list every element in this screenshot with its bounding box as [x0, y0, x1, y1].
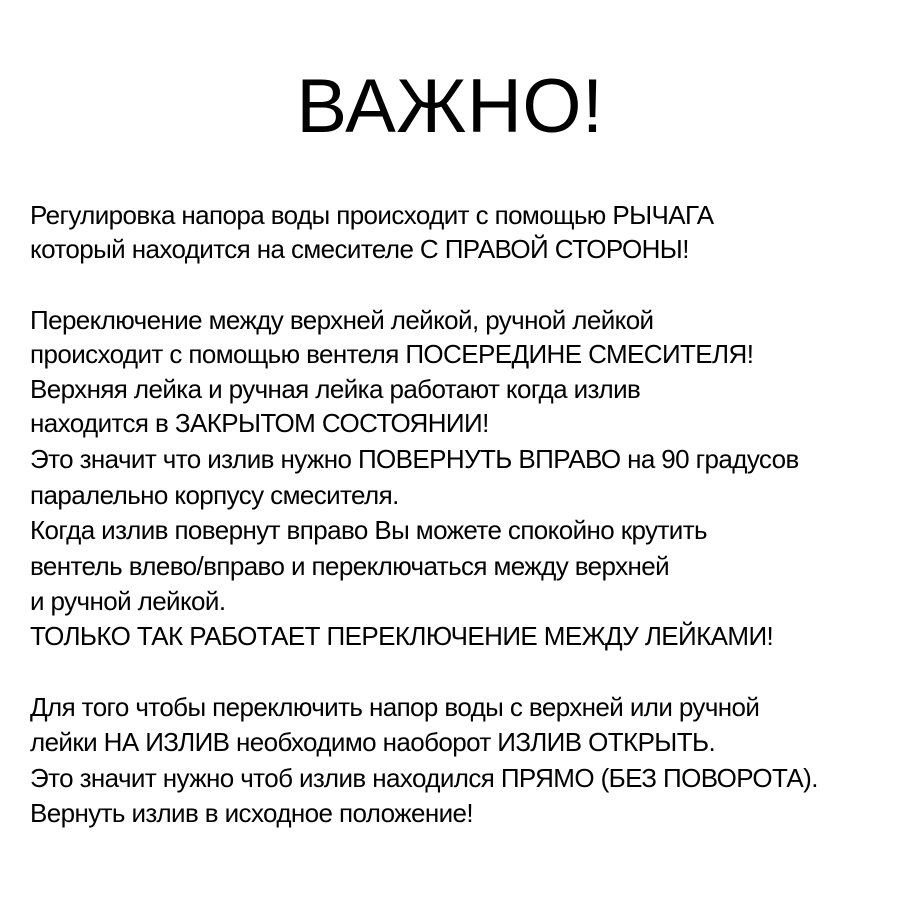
paragraph-2-line-3: Верхняя лейка и ручная лейка работают когда излив: [30, 374, 641, 404]
paragraph-3-line-3: Это значит нужно чтоб излив находился ПРЯМО (БЕЗ ПОВОРОТА).: [30, 763, 818, 793]
paragraph-2-line-10: ТОЛЬКО ТАК РАБОТАЕТ ПЕРЕКЛЮЧЕНИЕ МЕЖДУ ЛЕЙКАМИ!: [30, 621, 774, 651]
paragraph-2-line-5: Это значит что излив нужно ПОВЕРНУТЬ ВПРАВО на 90 градусов: [30, 444, 799, 474]
page-title: ВАЖНО!: [296, 64, 604, 149]
paragraph-2-line-8: вентель влево/вправо и переключаться между верхней: [30, 551, 670, 581]
paragraph-2-line-6: паралельно корпусу смесителя.: [30, 480, 399, 510]
paragraph-2-line-2: происходит с помощью вентеля ПОСЕРЕДИНЕ СМЕСИТЕЛЯ!: [30, 339, 754, 369]
paragraph-2-line-9: и ручной лейкой.: [30, 586, 226, 616]
paragraph-2-line-4: находится в ЗАКРЫТОМ СОСТОЯНИИ!: [30, 408, 489, 438]
paragraph-3-line-4: Вернуть излив в исходное положение!: [30, 798, 474, 828]
paragraph-2-line-7: Когда излив повернут вправо Вы можете спокойно крутить: [30, 515, 707, 545]
paragraph-3-line-1: Для того чтобы переключить напор воды с верхней или ручной: [30, 692, 760, 722]
paragraph-3-line-2: лейки НА ИЗЛИВ необходимо наоборот ИЗЛИВ ОТКРЫТЬ.: [30, 727, 716, 757]
paragraph-2-line-1: Переключение между верхней лейкой, ручной лейкой: [30, 305, 654, 335]
paragraph-1-line-2: который находится на смесителе С ПРАВОЙ СТОРОНЫ!: [30, 234, 689, 264]
paragraph-1-line-1: Регулировка напора воды происходит с помощью РЫЧАГА: [30, 200, 714, 230]
